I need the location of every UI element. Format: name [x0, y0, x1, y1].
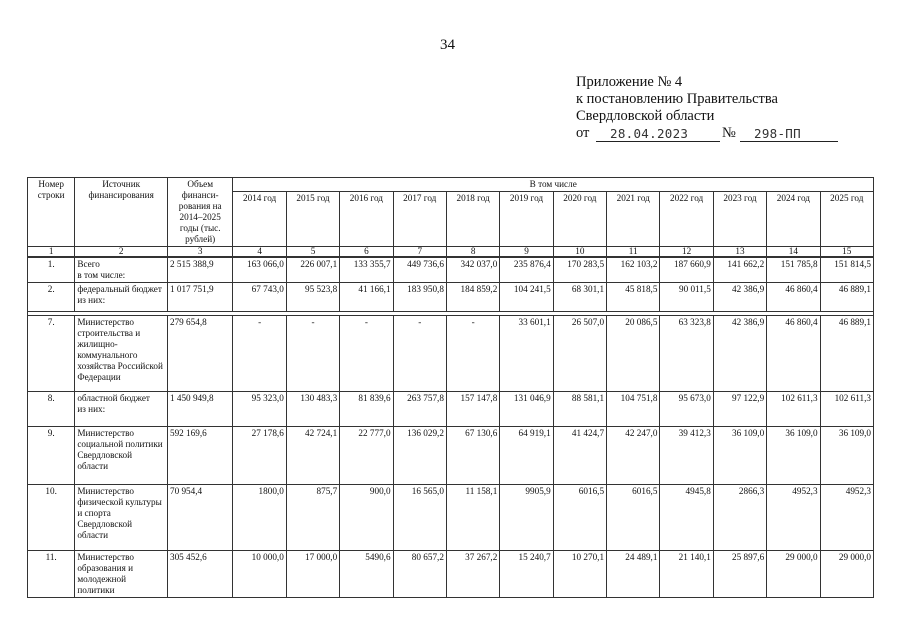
row-source: федеральный бюджет из них: — [75, 283, 168, 312]
column-index-cell: 10 — [553, 247, 606, 258]
row-year-value: 875,7 — [286, 485, 339, 551]
row-year-value: 17 000,0 — [286, 551, 339, 598]
row-year-value: 25 897,6 — [713, 551, 766, 598]
row-year-value: 342 037,0 — [446, 257, 499, 283]
header-year: 2024 год — [767, 192, 820, 247]
row-source: областной бюджет из них: — [75, 392, 168, 427]
table-row — [28, 316, 874, 392]
row-number: 11. — [28, 551, 75, 598]
row-year-value: 130 483,3 — [286, 392, 339, 427]
row-year-value: 184 859,2 — [446, 283, 499, 312]
row-year-value: - — [393, 316, 446, 392]
row-year-value: 6016,5 — [607, 485, 660, 551]
row-year-value: - — [446, 316, 499, 392]
column-index-cell: 2 — [75, 247, 168, 258]
row-year-value: 33 601,1 — [500, 316, 553, 392]
header-year: 2014 год — [233, 192, 286, 247]
row-year-value: 24 489,1 — [607, 551, 660, 598]
row-total: 592 169,6 — [167, 427, 232, 485]
table-row — [28, 257, 874, 283]
row-year-value: 104 751,8 — [607, 392, 660, 427]
column-index-cell: 11 — [607, 247, 660, 258]
row-source: Всего в том числе: — [75, 257, 168, 283]
row-year-value: 11 158,1 — [446, 485, 499, 551]
row-year-value: 131 046,9 — [500, 392, 553, 427]
row-year-value: 4945,8 — [660, 485, 713, 551]
row-year-value: 163 066,0 — [233, 257, 286, 283]
header-year: 2022 год — [660, 192, 713, 247]
column-index-cell: 6 — [340, 247, 393, 258]
row-year-value: 141 662,2 — [713, 257, 766, 283]
header-year: 2019 год — [500, 192, 553, 247]
row-year-value: 63 323,8 — [660, 316, 713, 392]
column-index-cell: 14 — [767, 247, 820, 258]
column-index-cell: 15 — [820, 247, 873, 258]
row-year-value: 449 736,6 — [393, 257, 446, 283]
row-year-value: 15 240,7 — [500, 551, 553, 598]
financing-table — [27, 177, 874, 598]
row-year-value: 133 355,7 — [340, 257, 393, 283]
row-year-value: 27 178,6 — [233, 427, 286, 485]
row-year-value: 41 424,7 — [553, 427, 606, 485]
row-year-value: 42 724,1 — [286, 427, 339, 485]
row-year-value: 67 130,6 — [446, 427, 499, 485]
header-year: 2018 год — [446, 192, 499, 247]
header-year: 2015 год — [286, 192, 339, 247]
decree-date: 28.04.2023 — [610, 126, 689, 141]
row-year-value: 6016,5 — [553, 485, 606, 551]
row-year-value: 10 270,1 — [553, 551, 606, 598]
number-underline — [740, 125, 838, 142]
row-year-value: 183 950,8 — [393, 283, 446, 312]
row-year-value: 80 657,2 — [393, 551, 446, 598]
row-year-value: 46 860,4 — [767, 283, 820, 312]
row-year-value: 151 785,8 — [767, 257, 820, 283]
row-year-value: 102 611,3 — [767, 392, 820, 427]
row-year-value: 46 860,4 — [767, 316, 820, 392]
row-year-value: 226 007,1 — [286, 257, 339, 283]
row-year-value: 39 412,3 — [660, 427, 713, 485]
row-year-value: 37 267,2 — [446, 551, 499, 598]
table-row — [28, 485, 874, 551]
row-year-value: 36 109,0 — [713, 427, 766, 485]
row-year-value: 36 109,0 — [820, 427, 873, 485]
row-total: 1 450 949,8 — [167, 392, 232, 427]
row-year-value: 81 839,6 — [340, 392, 393, 427]
row-year-value: 97 122,9 — [713, 392, 766, 427]
row-number: 7. — [28, 316, 75, 392]
column-index-cell: 1 — [28, 247, 75, 258]
row-total: 2 515 388,9 — [167, 257, 232, 283]
column-index-cell: 3 — [167, 247, 232, 258]
table-row — [28, 551, 874, 598]
header-source: Источник финансирования — [75, 178, 168, 247]
row-year-value: 95 323,0 — [233, 392, 286, 427]
from-label: от — [576, 125, 590, 141]
row-year-value: 67 743,0 — [233, 283, 286, 312]
row-year-value: 95 523,8 — [286, 283, 339, 312]
row-year-value: 29 000,0 — [767, 551, 820, 598]
row-year-value: 36 109,0 — [767, 427, 820, 485]
header-year: 2020 год — [553, 192, 606, 247]
row-year-value: 95 673,0 — [660, 392, 713, 427]
appendix-title: Приложение № 4 — [576, 74, 683, 90]
header-year: 2023 год — [713, 192, 766, 247]
row-year-value: 2866,3 — [713, 485, 766, 551]
row-year-value: 5490,6 — [340, 551, 393, 598]
row-year-value: 64 919,1 — [500, 427, 553, 485]
row-total: 305 452,6 — [167, 551, 232, 598]
row-year-value: 21 140,1 — [660, 551, 713, 598]
row-year-value: 42 247,0 — [607, 427, 660, 485]
row-number: 10. — [28, 485, 75, 551]
header-year: 2016 год — [340, 192, 393, 247]
appendix-region: Свердловской области — [576, 108, 715, 124]
row-year-value: 900,0 — [340, 485, 393, 551]
appendix-decree: к постановлению Правительства — [576, 91, 778, 107]
header-row-top — [28, 178, 874, 192]
row-year-value: 20 086,5 — [607, 316, 660, 392]
row-year-value: 46 889,1 — [820, 283, 873, 312]
appendix-block — [576, 74, 801, 143]
row-year-value: 16 565,0 — [393, 485, 446, 551]
row-year-value: 170 283,5 — [553, 257, 606, 283]
row-year-value: 104 241,5 — [500, 283, 553, 312]
number-label: № — [722, 125, 736, 141]
column-index-cell: 13 — [713, 247, 766, 258]
row-year-value: 42 386,9 — [713, 283, 766, 312]
row-year-value: 41 166,1 — [340, 283, 393, 312]
row-total: 279 654,8 — [167, 316, 232, 392]
row-source: Министерство строительства и жилищно-коммунального хозяйства Российской Федерации — [75, 316, 168, 392]
row-total: 1 017 751,9 — [167, 283, 232, 312]
header-including: В том числе — [233, 178, 874, 192]
row-year-value: 45 818,5 — [607, 283, 660, 312]
table-row — [28, 283, 874, 312]
row-year-value: 26 507,0 — [553, 316, 606, 392]
row-year-value: 102 611,3 — [820, 392, 873, 427]
column-index-cell: 9 — [500, 247, 553, 258]
row-year-value: 235 876,4 — [500, 257, 553, 283]
row-source: Министерство образования и молодежной политики — [75, 551, 168, 598]
row-number: 2. — [28, 283, 75, 312]
row-year-value: 136 029,2 — [393, 427, 446, 485]
row-year-value: 90 011,5 — [660, 283, 713, 312]
table-row — [28, 392, 874, 427]
row-year-value: - — [340, 316, 393, 392]
header-year: 2021 год — [607, 192, 660, 247]
row-year-value: 10 000,0 — [233, 551, 286, 598]
row-number: 9. — [28, 427, 75, 485]
column-index-cell: 7 — [393, 247, 446, 258]
row-number: 8. — [28, 392, 75, 427]
row-total: 70 954,4 — [167, 485, 232, 551]
column-index-row — [28, 247, 874, 258]
row-year-value: 88 581,1 — [553, 392, 606, 427]
row-year-value: 29 000,0 — [820, 551, 873, 598]
row-number: 1. — [28, 257, 75, 283]
header-volume: Объем финанси-рования на 2014–2025 годы (тыс. рублей) — [167, 178, 232, 247]
header-year: 2017 год — [393, 192, 446, 247]
row-year-value: 157 147,8 — [446, 392, 499, 427]
column-index-cell: 12 — [660, 247, 713, 258]
row-year-value: 263 757,8 — [393, 392, 446, 427]
date-underline — [596, 125, 720, 142]
row-year-value: 162 103,2 — [607, 257, 660, 283]
row-source: Министерство физической культуры и спорта Свердловской области — [75, 485, 168, 551]
row-year-value: 1800,0 — [233, 485, 286, 551]
row-year-value: - — [286, 316, 339, 392]
row-year-value: 42 386,9 — [713, 316, 766, 392]
column-index-cell: 5 — [286, 247, 339, 258]
row-year-value: 151 814,5 — [820, 257, 873, 283]
row-year-value: 9905,9 — [500, 485, 553, 551]
table-row — [28, 427, 874, 485]
row-year-value: 4952,3 — [767, 485, 820, 551]
page-number: 34 — [440, 37, 455, 53]
row-source: Министерство социальной политики Свердловской области — [75, 427, 168, 485]
appendix-date-line — [576, 125, 801, 143]
header-row-number: Номер строки — [28, 178, 75, 247]
row-year-value: 68 301,1 — [553, 283, 606, 312]
row-year-value: 4952,3 — [820, 485, 873, 551]
row-year-value: 187 660,9 — [660, 257, 713, 283]
decree-number: 298-ПП — [754, 126, 801, 141]
row-year-value: - — [233, 316, 286, 392]
row-year-value: 46 889,1 — [820, 316, 873, 392]
row-year-value: 22 777,0 — [340, 427, 393, 485]
column-index-cell: 8 — [446, 247, 499, 258]
header-year: 2025 год — [820, 192, 873, 247]
column-index-cell: 4 — [233, 247, 286, 258]
